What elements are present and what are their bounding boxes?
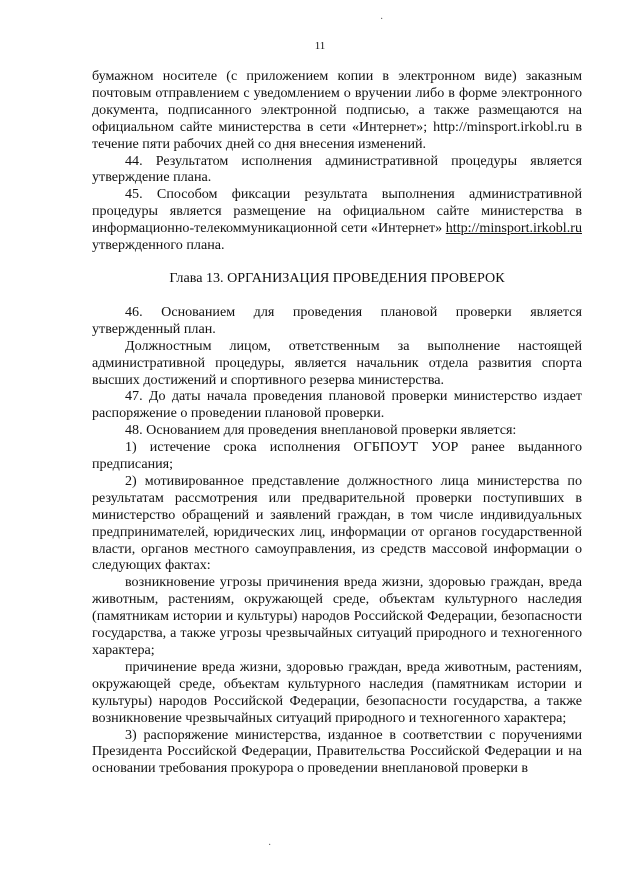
paragraph-48-2: 2) мотивированное представление должностного лица министерства по результатам рассмотрения или предварительной проверки поступивших в министерство обращений и заявлений граждан, в том числе индивидуальных предпринимателей, юридических лиц, информации от органов государственной власти, органов местного самоуправления, из средств массовой информации о следующих фактах: bbox=[92, 472, 582, 574]
paragraph-45-tail: утвержденного плана. bbox=[92, 237, 225, 254]
paragraph-47: 47. До даты начала проведения плановой проверки министерство издает распоряжение о проведении плановой проверки. bbox=[92, 388, 582, 422]
paragraph-44: 44. Результатом исполнения административной процедуры является утверждение плана. bbox=[92, 152, 582, 186]
scan-speck: · bbox=[380, 14, 384, 25]
chapter-heading: Глава 13. ОРГАНИЗАЦИЯ ПРОВЕДЕНИЯ ПРОВЕРОК bbox=[169, 269, 505, 286]
document-body bbox=[92, 68, 582, 777]
paragraph-responsible: Должностным лицом, ответственным за выполнение настоящей административной процедуры, является начальник отдела развития спорта высших достижений и спортивного резерва министерства. bbox=[92, 337, 582, 388]
site-link[interactable]: http://minsport.irkobl.ru bbox=[445, 220, 582, 237]
paragraph-46: 46. Основанием для проведения плановой проверки является утвержденный план. bbox=[92, 303, 582, 337]
paragraph-48-1: 1) истечение срока исполнения ОГБПОУТ УОР ранее выданного предписания; bbox=[92, 439, 582, 473]
paragraph-48-3: 3) распоряжение министерства, изданное в соответствии с поручениями Президента Российской Федерации, Правительства Российской Федерации и на основании требования прокурора о проведении внеплановой проверки в bbox=[92, 726, 582, 777]
paragraph-45-text: 45. Способом фиксации результата выполнения административной процедуры является размещение на официальном сайте министерства в информационно-телекоммуникационной сети «Интернет» bbox=[92, 186, 582, 237]
paragraph-45 bbox=[92, 186, 582, 254]
paragraph-threat: возникновение угрозы причинения вреда жизни, здоровью граждан, вреда животным, растениям, окружающей среде, объектам культурного наследия (памятникам истории и культуры) народов Российской Федерации, безопасности государства, а также угрозы чрезвычайных ситуаций природного и техногенного характера; bbox=[92, 574, 582, 658]
scan-speck: · bbox=[268, 840, 272, 851]
paragraph-48: 48. Основанием для проведения внеплановой проверки является: bbox=[125, 422, 517, 439]
paragraph-continuation: бумажном носителе (с приложением копии в электронном виде) заказным почтовым отправлением с уведомлением о вручении либо в форме электронного документа, подписанного электронной подписью, а также размещаются на официальном сайте министерства в сети «Интернет»; http://minsport.irkobl.ru в течение пяти рабочих дней со дня внесения изменений. bbox=[92, 68, 582, 152]
page-number: 11 bbox=[314, 40, 326, 52]
paragraph-harm: причинение вреда жизни, здоровью граждан, вреда животным, растениям, окружающей среде, объектам культурного наследия (памятникам истории и культуры) народов Российской Федерации, безопасности государства, а также возникновение чрезвычайных ситуаций природного и техногенного характера; bbox=[92, 658, 582, 726]
